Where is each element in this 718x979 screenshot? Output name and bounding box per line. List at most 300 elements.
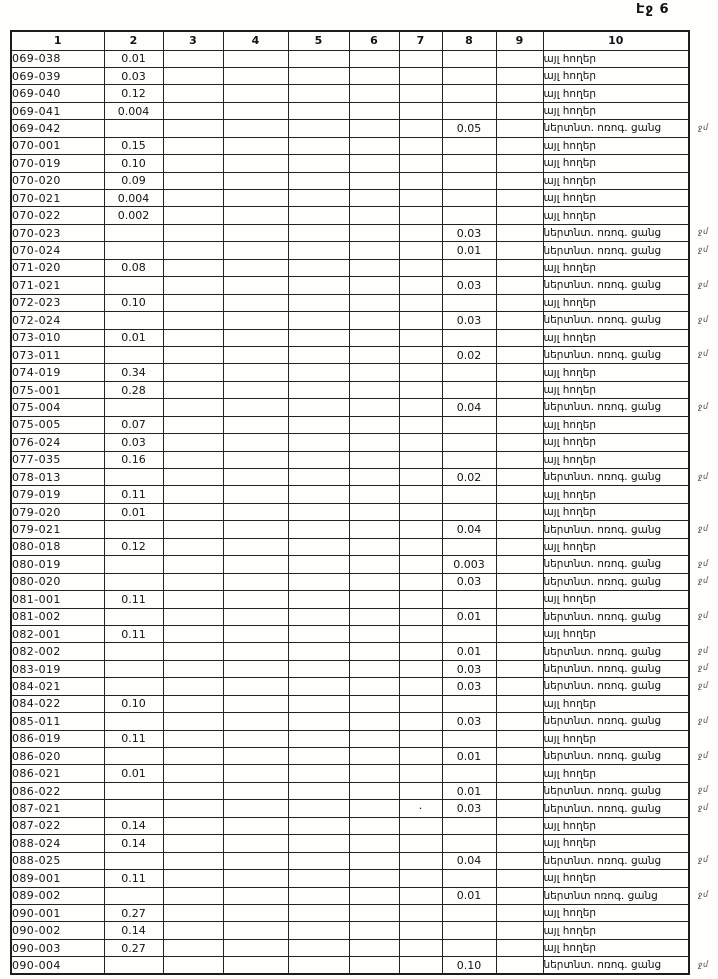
cell-parcel-code: 076-024 [11, 434, 104, 451]
cell-area-col8: 0.03 [442, 312, 496, 329]
cell-col6 [349, 817, 399, 834]
cell-area-col8 [442, 137, 496, 154]
cell-area-col2: 0.11 [104, 486, 163, 503]
table-row [11, 939, 689, 956]
cell-area-col8 [442, 451, 496, 468]
cell-col6 [349, 887, 399, 904]
cell-col5 [288, 660, 349, 677]
cell-col4 [223, 451, 288, 468]
cell-col4 [223, 957, 288, 974]
cell-area-col8 [442, 503, 496, 520]
cell-area-col2 [104, 887, 163, 904]
cell-col4 [223, 469, 288, 486]
cell-col3 [163, 172, 223, 189]
cell-land-type: ներտնտ. ոռոգ. ցանց [543, 277, 689, 294]
table-row [11, 782, 689, 799]
cell-parcel-code: 089-001 [11, 870, 104, 887]
land-parcel-table [10, 30, 690, 975]
cell-land-type: այլ հողեր [543, 294, 689, 311]
cell-col5 [288, 277, 349, 294]
cell-area-col8 [442, 904, 496, 921]
cell-area-col8 [442, 67, 496, 84]
handwritten-mark: ջմ [697, 122, 709, 132]
cell-col3 [163, 416, 223, 433]
cell-land-type: ներտնտ. ոռոգ. ցանց [543, 643, 689, 660]
table-row [11, 695, 689, 712]
cell-col6 [349, 434, 399, 451]
cell-col6 [349, 416, 399, 433]
cell-area-col8 [442, 155, 496, 172]
cell-col5 [288, 207, 349, 224]
handwritten-mark: ջմ [697, 279, 709, 289]
cell-col3 [163, 364, 223, 381]
cell-col9 [496, 242, 543, 259]
cell-col7 [399, 695, 442, 712]
table-row [11, 399, 689, 416]
cell-area-col8 [442, 538, 496, 555]
cell-col3 [163, 155, 223, 172]
table-row [11, 800, 689, 817]
cell-land-type: այլ հողեր [543, 591, 689, 608]
cell-col7 [399, 678, 442, 695]
cell-col4 [223, 172, 288, 189]
cell-area-col8: 0.01 [442, 748, 496, 765]
cell-col4 [223, 399, 288, 416]
cell-col7 [399, 625, 442, 642]
cell-col5 [288, 521, 349, 538]
cell-parcel-code: 090-001 [11, 904, 104, 921]
cell-col5 [288, 852, 349, 869]
table-row [11, 364, 689, 381]
cell-parcel-code: 080-019 [11, 556, 104, 573]
cell-col6 [349, 800, 399, 817]
cell-col5 [288, 713, 349, 730]
cell-area-col2 [104, 852, 163, 869]
cell-col3 [163, 817, 223, 834]
cell-col5 [288, 800, 349, 817]
table-row [11, 224, 689, 241]
cell-area-col8 [442, 294, 496, 311]
cell-parcel-code: 081-002 [11, 608, 104, 625]
cell-area-col2: 0.12 [104, 538, 163, 555]
cell-parcel-code: 069-038 [11, 50, 104, 67]
cell-parcel-code: 070-001 [11, 137, 104, 154]
cell-area-col2: 0.15 [104, 137, 163, 154]
cell-col7 [399, 137, 442, 154]
cell-col4 [223, 730, 288, 747]
cell-land-type: այլ հողեր [543, 207, 689, 224]
cell-parcel-code: 082-001 [11, 625, 104, 642]
handwritten-mark: ջմ [697, 610, 709, 620]
cell-area-col2 [104, 224, 163, 241]
cell-parcel-code: 086-022 [11, 782, 104, 799]
cell-area-col2: 0.004 [104, 102, 163, 119]
table-row [11, 817, 689, 834]
cell-col6 [349, 50, 399, 67]
cell-col9 [496, 259, 543, 276]
cell-col6 [349, 329, 399, 346]
cell-col6 [349, 782, 399, 799]
cell-col9 [496, 329, 543, 346]
cell-col6 [349, 224, 399, 241]
cell-area-col8 [442, 85, 496, 102]
cell-col7 [399, 486, 442, 503]
cell-parcel-code: 078-013 [11, 469, 104, 486]
cell-parcel-code: 070-021 [11, 190, 104, 207]
cell-col4 [223, 224, 288, 241]
cell-area-col2 [104, 312, 163, 329]
table-row [11, 486, 689, 503]
cell-area-col2: 0.14 [104, 817, 163, 834]
page-number-label: Էջ 6 [636, 2, 670, 17]
cell-col6 [349, 155, 399, 172]
cell-parcel-code: 080-020 [11, 573, 104, 590]
cell-area-col2: 0.01 [104, 765, 163, 782]
cell-col6 [349, 852, 399, 869]
cell-col9 [496, 50, 543, 67]
cell-parcel-code: 070-023 [11, 224, 104, 241]
cell-col7 [399, 782, 442, 799]
cell-area-col8: 0.03 [442, 800, 496, 817]
cell-col5 [288, 608, 349, 625]
table-row [11, 381, 689, 398]
cell-area-col8 [442, 434, 496, 451]
cell-land-type: այլ հողեր [543, 922, 689, 939]
cell-land-type: այլ հողեր [543, 538, 689, 555]
cell-area-col2 [104, 660, 163, 677]
cell-col5 [288, 503, 349, 520]
cell-col4 [223, 870, 288, 887]
cell-col4 [223, 155, 288, 172]
cell-area-col8 [442, 835, 496, 852]
cell-area-col8 [442, 486, 496, 503]
cell-area-col8: 0.02 [442, 346, 496, 363]
table-row [11, 259, 689, 276]
cell-col9 [496, 573, 543, 590]
cell-col9 [496, 294, 543, 311]
cell-col4 [223, 591, 288, 608]
cell-land-type: ներտնտ. ոռոգ. ցանց [543, 399, 689, 416]
cell-land-type: ներտնտ. ոռոգ. ցանց [543, 957, 689, 974]
cell-col6 [349, 521, 399, 538]
cell-area-col2: 0.01 [104, 329, 163, 346]
cell-land-type: ներտնտ. ոռոգ. ցանց [543, 713, 689, 730]
cell-col9 [496, 381, 543, 398]
cell-col5 [288, 678, 349, 695]
cell-col3 [163, 887, 223, 904]
cell-area-col8 [442, 329, 496, 346]
cell-area-col8 [442, 259, 496, 276]
cell-col3 [163, 521, 223, 538]
table-row [11, 748, 689, 765]
cell-col7 [399, 155, 442, 172]
cell-col4 [223, 713, 288, 730]
cell-col4 [223, 660, 288, 677]
table-row [11, 242, 689, 259]
cell-col3 [163, 294, 223, 311]
cell-col5 [288, 434, 349, 451]
cell-col4 [223, 294, 288, 311]
cell-area-col2: 0.10 [104, 695, 163, 712]
cell-area-col8 [442, 730, 496, 747]
table-row [11, 904, 689, 921]
cell-col5 [288, 469, 349, 486]
cell-col9 [496, 939, 543, 956]
cell-col7 [399, 312, 442, 329]
cell-col6 [349, 835, 399, 852]
cell-parcel-code: 088-024 [11, 835, 104, 852]
cell-col6 [349, 591, 399, 608]
cell-col5 [288, 416, 349, 433]
cell-col6 [349, 922, 399, 939]
cell-col3 [163, 346, 223, 363]
cell-area-col8: 0.04 [442, 521, 496, 538]
cell-col6 [349, 538, 399, 555]
cell-col6 [349, 381, 399, 398]
cell-col5 [288, 190, 349, 207]
cell-col4 [223, 695, 288, 712]
cell-col5 [288, 242, 349, 259]
cell-col4 [223, 50, 288, 67]
cell-col7 [399, 538, 442, 555]
cell-col4 [223, 608, 288, 625]
cell-col9 [496, 364, 543, 381]
cell-col4 [223, 207, 288, 224]
cell-area-col8 [442, 939, 496, 956]
cell-area-col2: 0.08 [104, 259, 163, 276]
cell-col7 [399, 259, 442, 276]
cell-area-col2: 0.27 [104, 904, 163, 921]
cell-col9 [496, 957, 543, 974]
cell-col7 [399, 329, 442, 346]
cell-col3 [163, 713, 223, 730]
table-row [11, 643, 689, 660]
table-row [11, 730, 689, 747]
cell-col7 [399, 852, 442, 869]
cell-col9 [496, 591, 543, 608]
cell-land-type: ներտնտ. ոռոգ. ցանց [543, 800, 689, 817]
cell-col6 [349, 556, 399, 573]
cell-col7 [399, 364, 442, 381]
cell-col6 [349, 102, 399, 119]
table-row [11, 957, 689, 974]
cell-col3 [163, 957, 223, 974]
cell-parcel-code: 079-020 [11, 503, 104, 520]
cell-area-col2: 0.10 [104, 155, 163, 172]
table-row [11, 155, 689, 172]
table-row [11, 346, 689, 363]
cell-col6 [349, 957, 399, 974]
cell-col9 [496, 190, 543, 207]
cell-col4 [223, 852, 288, 869]
cell-col7 [399, 904, 442, 921]
cell-land-type: ներտնտ ոռոգ. ցանց [543, 887, 689, 904]
cell-col7 [399, 294, 442, 311]
cell-col5 [288, 887, 349, 904]
cell-col7 [399, 172, 442, 189]
cell-col9 [496, 155, 543, 172]
cell-col4 [223, 800, 288, 817]
cell-area-col2: 0.01 [104, 503, 163, 520]
cell-col7 [399, 870, 442, 887]
table-row [11, 469, 689, 486]
cell-col6 [349, 695, 399, 712]
column-header-10: 10 [543, 31, 689, 50]
column-header-5: 5 [288, 31, 349, 50]
cell-land-type: այլ հողեր [543, 172, 689, 189]
cell-col9 [496, 817, 543, 834]
cell-land-type: ներտնտ. ոռոգ. ցանց [543, 678, 689, 695]
cell-land-type: այլ հողեր [543, 155, 689, 172]
cell-area-col8 [442, 625, 496, 642]
cell-parcel-code: 075-001 [11, 381, 104, 398]
cell-col5 [288, 625, 349, 642]
cell-area-col8 [442, 50, 496, 67]
cell-land-type: այլ հողեր [543, 50, 689, 67]
cell-area-col8: 0.04 [442, 399, 496, 416]
cell-land-type: այլ հողեր [543, 486, 689, 503]
cell-parcel-code: 090-003 [11, 939, 104, 956]
cell-col9 [496, 503, 543, 520]
cell-col5 [288, 556, 349, 573]
cell-col9 [496, 224, 543, 241]
cell-col5 [288, 817, 349, 834]
cell-area-col2: 0.004 [104, 190, 163, 207]
handwritten-mark: ջմ [697, 226, 709, 236]
cell-area-col8 [442, 190, 496, 207]
cell-area-col8: 0.03 [442, 713, 496, 730]
cell-area-col2: 0.01 [104, 50, 163, 67]
cell-col4 [223, 329, 288, 346]
handwritten-mark: ջմ [697, 244, 709, 254]
cell-parcel-code: 082-002 [11, 643, 104, 660]
column-header-6: 6 [349, 31, 399, 50]
cell-land-type: այլ հողեր [543, 904, 689, 921]
cell-area-col8: 0.05 [442, 120, 496, 137]
cell-area-col8 [442, 172, 496, 189]
cell-col3 [163, 137, 223, 154]
cell-parcel-code: 069-040 [11, 85, 104, 102]
cell-col5 [288, 381, 349, 398]
cell-col4 [223, 503, 288, 520]
cell-col5 [288, 364, 349, 381]
cell-col3 [163, 922, 223, 939]
cell-col6 [349, 486, 399, 503]
cell-area-col8: 0.10 [442, 957, 496, 974]
cell-area-col8: 0.003 [442, 556, 496, 573]
handwritten-mark: ջմ [697, 662, 709, 672]
cell-col3 [163, 800, 223, 817]
cell-parcel-code: 087-021 [11, 800, 104, 817]
handwritten-mark: ջմ [697, 348, 709, 358]
cell-area-col8: 0.01 [442, 782, 496, 799]
column-header-1: 1 [11, 31, 104, 50]
cell-col3 [163, 852, 223, 869]
cell-land-type: այլ հողեր [543, 259, 689, 276]
cell-col3 [163, 591, 223, 608]
table-row [11, 538, 689, 555]
cell-col4 [223, 643, 288, 660]
handwritten-mark: ջմ [697, 715, 709, 725]
cell-col9 [496, 608, 543, 625]
cell-land-type: այլ հողեր [543, 381, 689, 398]
cell-col4 [223, 85, 288, 102]
cell-area-col8: 0.03 [442, 678, 496, 695]
cell-col5 [288, 346, 349, 363]
cell-col5 [288, 748, 349, 765]
cell-area-col2 [104, 678, 163, 695]
column-header-2: 2 [104, 31, 163, 50]
cell-col6 [349, 573, 399, 590]
table-row [11, 625, 689, 642]
table-row [11, 591, 689, 608]
cell-area-col2: 0.03 [104, 67, 163, 84]
cell-land-type: ներտնտ. ոռոգ. ցանց [543, 312, 689, 329]
table-row [11, 294, 689, 311]
cell-col7 [399, 451, 442, 468]
table-row [11, 608, 689, 625]
cell-col9 [496, 399, 543, 416]
handwritten-mark: ջմ [697, 889, 709, 899]
cell-area-col2 [104, 957, 163, 974]
cell-col4 [223, 573, 288, 590]
cell-col9 [496, 870, 543, 887]
cell-col7: · [399, 800, 442, 817]
cell-col6 [349, 451, 399, 468]
handwritten-mark: ջմ [697, 645, 709, 655]
cell-col5 [288, 538, 349, 555]
cell-area-col8: 0.01 [442, 643, 496, 660]
cell-col6 [349, 277, 399, 294]
cell-col7 [399, 643, 442, 660]
cell-col5 [288, 486, 349, 503]
cell-parcel-code: 071-020 [11, 259, 104, 276]
cell-land-type: ներտնտ. ոռոգ. ցանց [543, 748, 689, 765]
cell-col4 [223, 748, 288, 765]
cell-col6 [349, 259, 399, 276]
cell-col9 [496, 748, 543, 765]
cell-parcel-code: 072-023 [11, 294, 104, 311]
cell-col7 [399, 939, 442, 956]
cell-land-type: այլ հողեր [543, 102, 689, 119]
table-row [11, 67, 689, 84]
cell-parcel-code: 075-005 [11, 416, 104, 433]
cell-parcel-code: 073-010 [11, 329, 104, 346]
cell-col5 [288, 294, 349, 311]
cell-col3 [163, 120, 223, 137]
cell-col5 [288, 573, 349, 590]
cell-col4 [223, 242, 288, 259]
cell-col9 [496, 538, 543, 555]
cell-col3 [163, 50, 223, 67]
table-row [11, 678, 689, 695]
cell-land-type: այլ հողեր [543, 503, 689, 520]
cell-col3 [163, 486, 223, 503]
cell-col7 [399, 922, 442, 939]
cell-col9 [496, 521, 543, 538]
cell-area-col8 [442, 870, 496, 887]
cell-parcel-code: 088-025 [11, 852, 104, 869]
cell-parcel-code: 069-039 [11, 67, 104, 84]
cell-area-col8: 0.03 [442, 573, 496, 590]
cell-parcel-code: 087-022 [11, 817, 104, 834]
cell-col3 [163, 660, 223, 677]
cell-col6 [349, 120, 399, 137]
cell-col3 [163, 730, 223, 747]
cell-area-col8 [442, 591, 496, 608]
cell-col9 [496, 625, 543, 642]
cell-col6 [349, 765, 399, 782]
